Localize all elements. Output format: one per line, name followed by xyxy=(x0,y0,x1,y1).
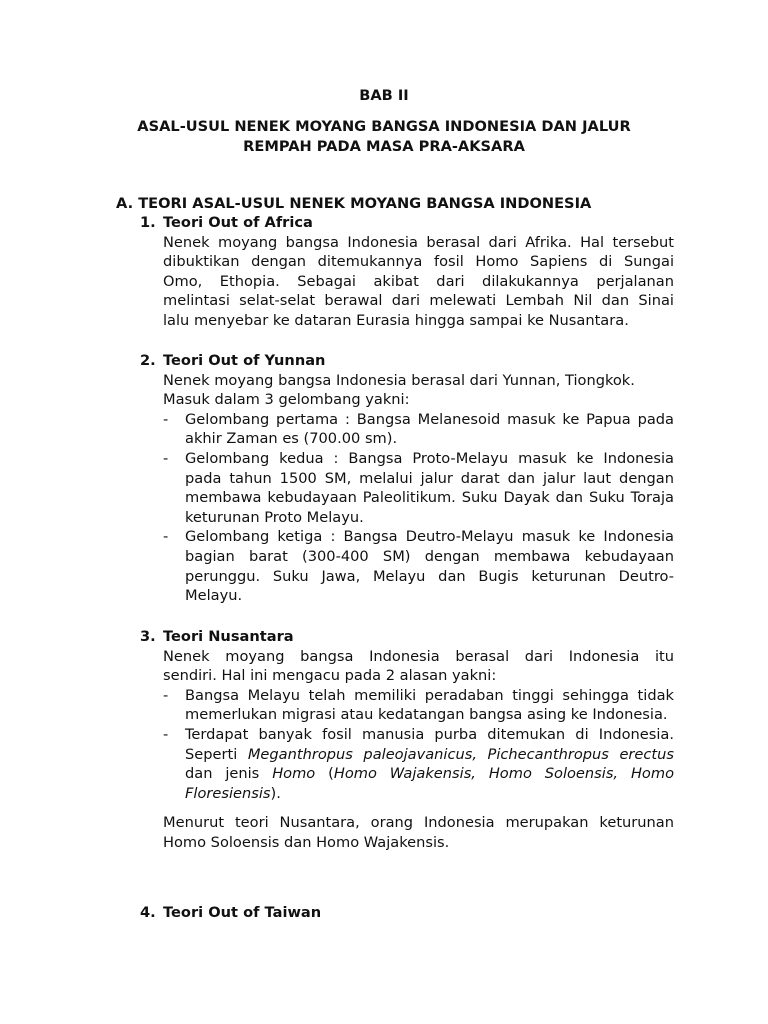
theory-nusantara xyxy=(140,627,674,853)
dash-marker: - xyxy=(163,686,169,704)
list-item-text: Gelombang kedua : Bangsa Proto-Melayu masuk ke Indonesia pada tahun 1500 SM, melalui jalur darat dan jalur laut dengan membawa kebudayaan Paleolitikum. Suku Dayak dan Suku Toraja keturunan Proto Melayu. xyxy=(185,449,674,526)
reason-list xyxy=(163,686,674,804)
theory-body xyxy=(163,647,674,686)
list-item xyxy=(163,449,674,527)
theory-title: Teori Out of Taiwan xyxy=(163,904,322,921)
theory-body xyxy=(163,233,674,331)
wave-list xyxy=(163,410,674,606)
text-run: ( xyxy=(315,765,334,783)
chapter-title-line-1: ASAL-USUL NENEK MOYANG BANGSA INDONESIA DAN JALUR xyxy=(137,118,631,135)
body-line: Nenek moyang bangsa Indonesia berasal dari Indonesia itu xyxy=(163,647,674,665)
body-line: dibuktikan dengan ditemukannya fosil Homo Sapiens di Sungai xyxy=(163,253,674,271)
theory-heading xyxy=(140,903,674,923)
theory-number: 4. xyxy=(140,904,156,921)
theory-title: Teori Nusantara xyxy=(163,628,294,645)
theory-out-of-yunnan xyxy=(140,351,674,606)
dash-marker: - xyxy=(163,528,169,546)
theory-title: Teori Out of Yunnan xyxy=(163,352,326,369)
list-item-text: Gelombang pertama : Bangsa Melanesoid masuk ke Papua pada akhir Zaman es (700.00 sm). xyxy=(185,410,674,448)
chapter-title xyxy=(100,117,668,157)
theory-heading xyxy=(140,213,674,233)
text-run: Terdapat banyak fosil manusia purba ditemukan di Indonesia. Seperti xyxy=(185,725,674,763)
theory-conclusion: Menurut teori Nusantara, orang Indonesia merupakan keturunan Homo Soloensis dan Homo Wajakensis. xyxy=(163,814,674,851)
dash-marker: - xyxy=(163,410,169,428)
section-a-heading: A. TEORI ASAL-USUL NENEK MOYANG BANGSA INDONESIA xyxy=(116,195,592,212)
species-names: Meganthropus paleojavanicus, Pichecanthropus erectus xyxy=(247,745,675,763)
list-item xyxy=(163,527,674,605)
body-line: Nenek moyang bangsa Indonesia berasal dari Yunnan, Tiongkok. xyxy=(163,371,635,389)
dash-marker: - xyxy=(163,725,169,743)
list-item xyxy=(163,725,674,803)
paragraph-gap xyxy=(140,803,674,813)
list-item-text: Gelombang ketiga : Bangsa Deutro-Melayu masuk ke Indonesia bagian barat (300-400 SM) dengan membawa kebudayaan perunggu. Suku Jawa, Melayu dan Bugis keturunan Deutro-Melayu. xyxy=(185,528,674,605)
theory-heading xyxy=(140,627,674,647)
chapter-heading: BAB II xyxy=(359,87,409,104)
list-item-text xyxy=(185,726,674,802)
dash-marker: - xyxy=(163,449,169,467)
theory-number: 3. xyxy=(140,628,156,645)
homo-species-names: Homo Wajakensis, Homo Soloensis, Homo Floresiensis xyxy=(185,765,674,802)
theory-number: 1. xyxy=(140,214,156,231)
theory-out-of-africa xyxy=(140,213,674,331)
body-line: Omo, Ethopia. Sebagai akibat dari dilakukannya perjalanan xyxy=(163,272,674,290)
genus-name: Homo xyxy=(272,765,316,783)
body-line: lalu menyebar ke dataran Eurasia hingga sampai ke Nusantara. xyxy=(163,311,629,329)
theory-heading xyxy=(140,351,674,371)
theory-body xyxy=(163,371,674,410)
body-line: melintasi selat-selat berawal dari melewati Lembah Nil dan Sinai xyxy=(163,292,674,310)
body-line: sendiri. Hal ini mengacu pada 2 alasan yakni: xyxy=(163,667,497,685)
body-line: Masuk dalam 3 gelombang yakni: xyxy=(163,391,410,409)
text-run: dan jenis xyxy=(185,765,273,783)
list-item xyxy=(163,686,674,725)
text-run: ). xyxy=(270,784,281,802)
theory-out-of-taiwan xyxy=(140,903,674,923)
chapter-title-line-2: REMPAH PADA MASA PRA-AKSARA xyxy=(243,137,525,155)
list-item xyxy=(163,410,674,449)
body-line: Nenek moyang bangsa Indonesia berasal dari Afrika. Hal tersebut xyxy=(163,233,674,251)
theory-title: Teori Out of Africa xyxy=(163,214,313,231)
theory-number: 2. xyxy=(140,352,156,369)
list-item-text: Bangsa Melayu telah memiliki peradaban tinggi sehingga tidak memerlukan migrasi atau kedatangan bangsa asing ke Indonesia. xyxy=(185,686,674,724)
